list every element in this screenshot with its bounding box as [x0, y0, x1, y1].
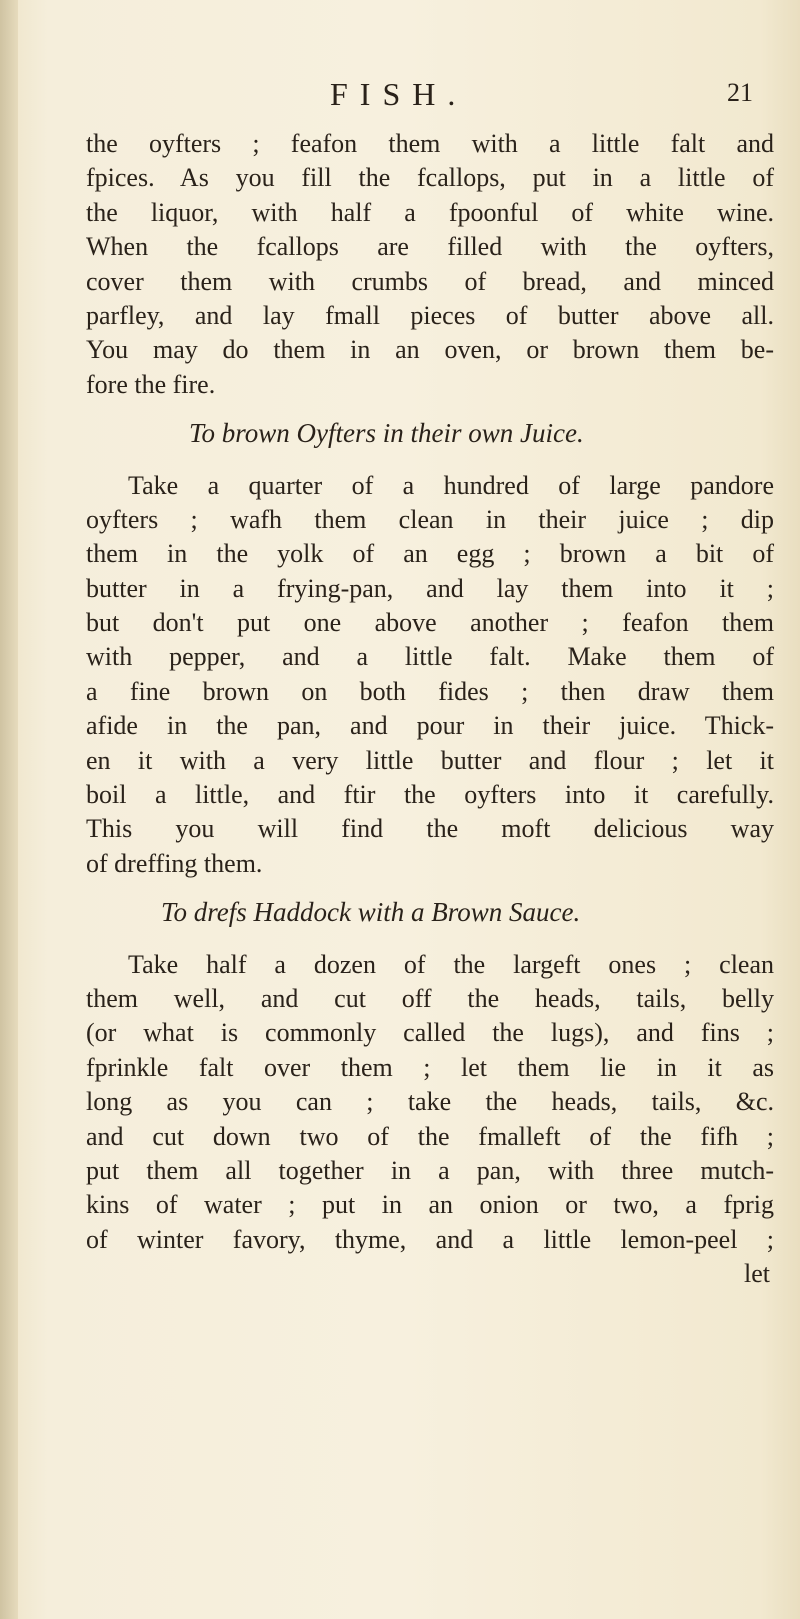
running-head: FISH. [330, 76, 468, 112]
page-header [0, 76, 800, 116]
text-line: cover them with crumbs of bread, and minced [86, 266, 774, 296]
text-line: put them all together in a pan, with three mutch- [86, 1155, 774, 1185]
text-line: the liquor, with half a fpoonful of white wine. [86, 197, 774, 227]
text-line: afide in the pan, and pour in their juice. Thick- [86, 711, 774, 741]
text-line: long as you can ; take the heads, tails, &c. [86, 1087, 774, 1117]
text-line: with pepper, and a little falt. Make them of [86, 642, 774, 672]
text-line: and cut down two of the fmalleft of the fifh ; [86, 1121, 774, 1151]
text-line: but don't put one above another ; feafon them [86, 608, 774, 638]
text-line: fore the fire. [86, 369, 216, 399]
text-line: en it with a very little butter and flour ; let it [86, 745, 774, 775]
recipe-brown-oysters [86, 469, 774, 882]
text-line: When the fcallops are filled with the oyfters, [86, 232, 774, 262]
page-number: 21 [727, 78, 753, 107]
text-line: them well, and cut off the heads, tails, belly [86, 983, 774, 1013]
text-line: a fine brown on both fides ; then draw them [86, 676, 774, 706]
text-line: You may do them in an oven, or brown them be- [86, 335, 774, 365]
text-line: butter in a frying-pan, and lay them into it ; [86, 573, 774, 603]
text-line: them in the yolk of an egg ; brown a bit of [86, 539, 774, 569]
text-line: of dreffing them. [86, 848, 263, 878]
catchword: let [744, 1259, 770, 1289]
text-line: fprinkle falt over them ; let them lie in it as [86, 1052, 774, 1082]
body-text [86, 127, 774, 1292]
text-line: fpices. As you fill the fcallops, put in a little of [86, 163, 774, 193]
text-line: This you will find the moft delicious way [86, 814, 774, 844]
paragraph-continuation [86, 127, 774, 402]
text-line: of winter favory, thyme, and a little lemon-peel ; [86, 1224, 774, 1254]
text-line: oyfters ; wafh them clean in their juice ; dip [86, 504, 774, 534]
recipe-haddock [86, 948, 774, 1258]
text-line: the oyfters ; feafon them with a little falt and [86, 129, 774, 158]
recipe-heading-brown-oysters: To brown Oyfters in their own Juice. [189, 418, 584, 449]
text-line: boil a little, and ftir the oyfters into it carefully. [86, 780, 774, 810]
text-line: kins of water ; put in an onion or two, a fprig [86, 1190, 774, 1220]
text-line: parfley, and lay fmall pieces of butter above all. [86, 300, 774, 330]
text-line: Take a quarter of a hundred of large pandore [128, 470, 774, 500]
recipe-heading-haddock: To drefs Haddock with a Brown Sauce. [161, 897, 581, 928]
text-line: (or what is commonly called the lugs), and fins ; [86, 1018, 774, 1048]
text-line: Take half a dozen of the largeft ones ; clean [128, 949, 774, 979]
page-gutter [0, 0, 18, 1619]
